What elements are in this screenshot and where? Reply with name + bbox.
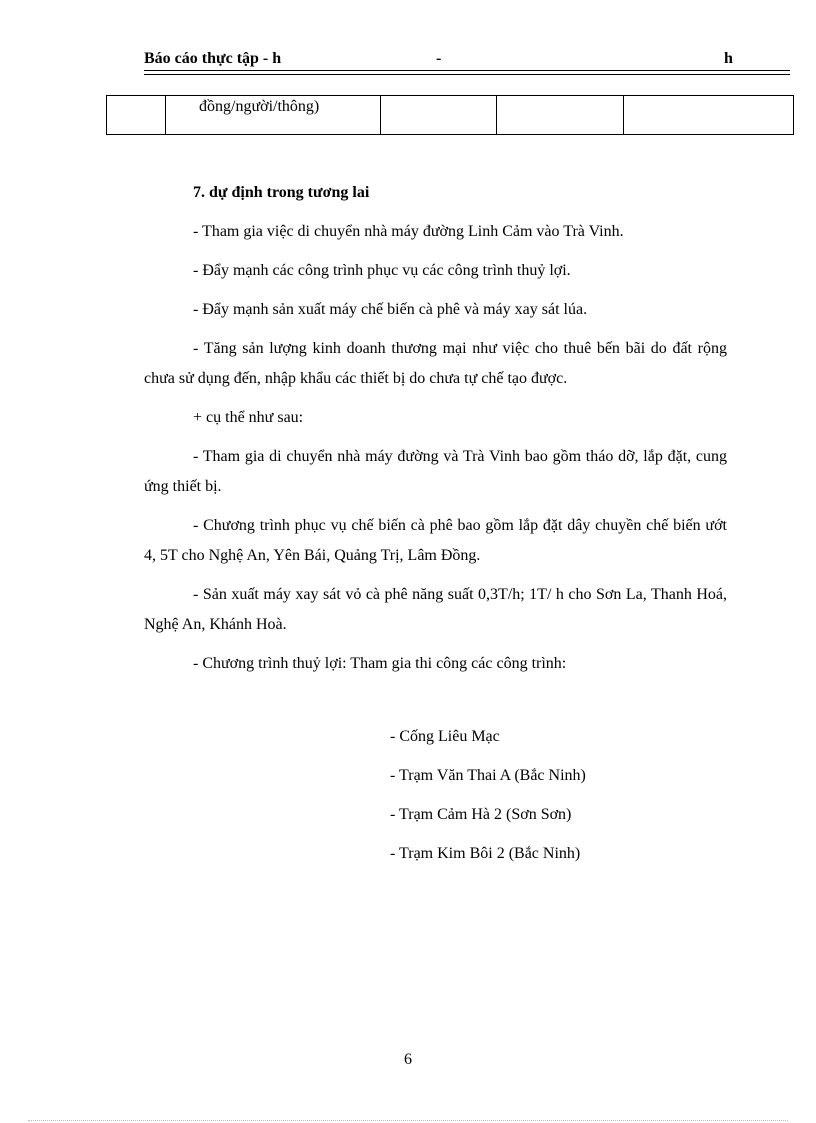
section-heading: 7. dự định trong tương lai <box>193 184 370 201</box>
header-rule-top <box>144 70 790 71</box>
table-cell <box>107 96 166 135</box>
table-cell <box>381 96 497 135</box>
paragraph: - Đẩy mạnh sản xuất máy chế biến cà phê và máy xay sát lúa. <box>193 301 588 318</box>
paragraph: - Tăng sản lượng kinh doanh thương mại như việc cho thuê bến bãi do đất rộng chưa sử dụng đến, nhập khẩu các thiết bị do chưa tự chế tạo được. <box>144 340 727 387</box>
header-rule-bottom <box>144 74 790 75</box>
list-item: - Trạm Kim Bôi 2 (Bắc Ninh) <box>390 845 581 862</box>
list-item: - Cống Liêu Mạc <box>390 728 500 745</box>
list-item: - Trạm Văn Thai A (Bắc Ninh) <box>390 767 586 784</box>
paragraph: - Tham gia di chuyển nhà máy đường và Trà Vinh bao gồm tháo dỡ, lắp đặt, cung ứng thiết bị. <box>144 448 727 495</box>
table-row <box>107 96 794 135</box>
header-separator: - <box>436 50 442 67</box>
page-header <box>144 50 790 70</box>
table-cell <box>624 96 794 135</box>
table-cell: đồng/người/thông) <box>166 96 381 135</box>
header-suffix: h <box>724 50 733 67</box>
table-cell <box>497 96 624 135</box>
paragraph: - Sản xuất máy xay sát vỏ cà phê năng suất 0,3T/h; 1T/ h cho Sơn La, Thanh Hoá, Nghệ An, Khánh Hoà. <box>144 586 727 633</box>
paragraph: - Chương trình phục vụ chế biến cà phê bao gồm lắp đặt dây chuyền chế biến ướt 4, 5T cho Nghệ An, Yên Bái, Quảng Trị, Lâm Đồng. <box>144 517 727 564</box>
paragraph: - Chương trình thuỷ lợi: Tham gia thi công các công trình: <box>193 655 567 672</box>
works-list <box>390 722 586 878</box>
footer-divider <box>28 1120 788 1121</box>
page-number: 6 <box>404 1051 412 1068</box>
header-title: Báo cáo thực tập - h <box>144 50 282 67</box>
paragraph: - Tham gia việc di chuyển nhà máy đường Linh Cảm vào Trà Vinh. <box>193 223 624 240</box>
continued-table <box>106 95 794 135</box>
paragraph: + cụ thể như sau: <box>193 409 304 426</box>
paragraph: - Đẩy mạnh các công trình phục vụ các công trình thuỷ lợi. <box>193 262 571 279</box>
main-content <box>144 178 727 688</box>
list-item: - Trạm Cảm Hà 2 (Sơn Sơn) <box>390 806 572 823</box>
